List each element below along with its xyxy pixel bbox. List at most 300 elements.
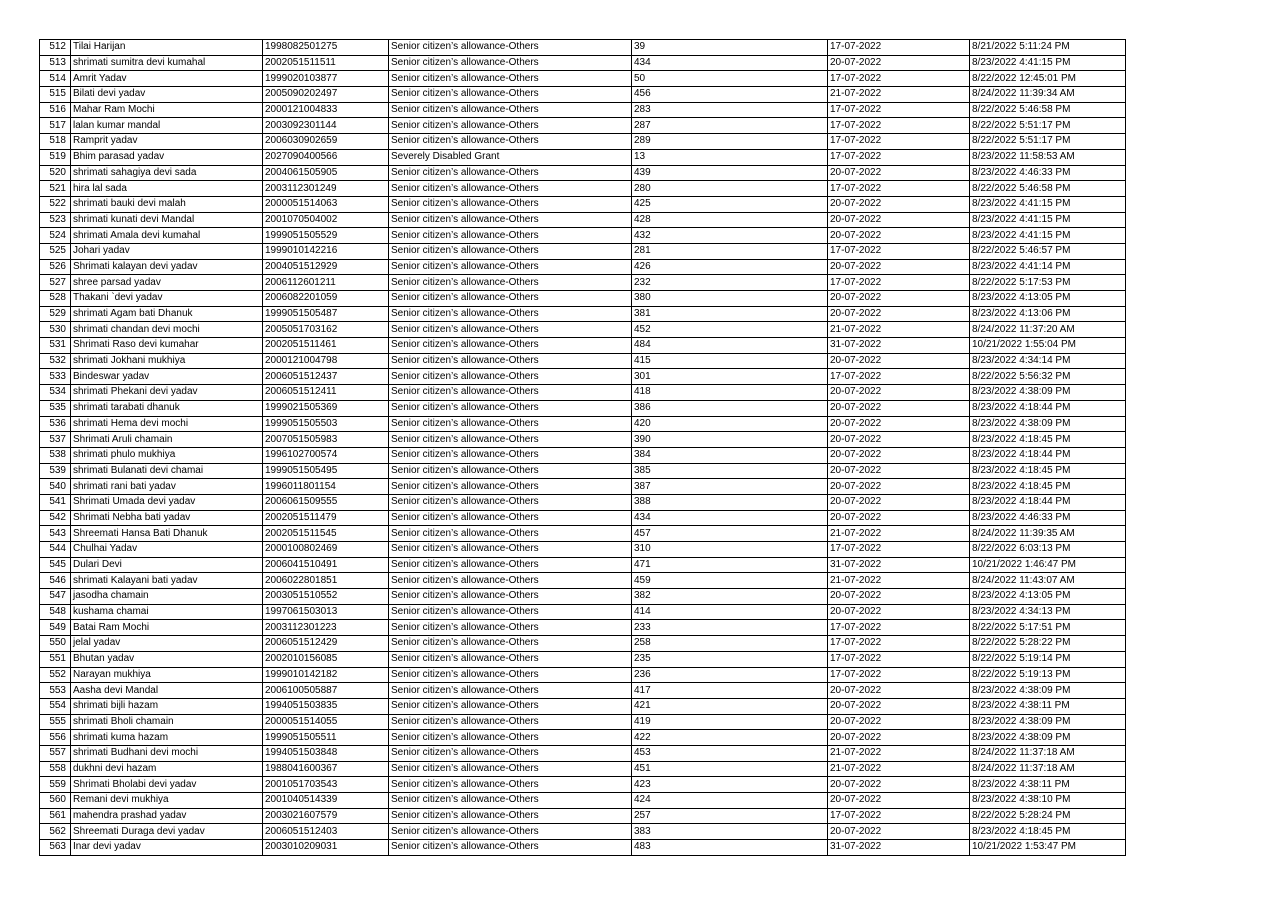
date-cell: 21-07-2022 — [828, 322, 970, 338]
allowance-type-cell: Senior citizen’s allowance-Others — [389, 55, 632, 71]
table-row — [40, 369, 1126, 385]
date-cell: 20-07-2022 — [828, 196, 970, 212]
allowance-type-cell: Senior citizen’s allowance-Others — [389, 369, 632, 385]
table-row — [40, 55, 1126, 71]
date-cell: 17-07-2022 — [828, 369, 970, 385]
name-cell: shrimati chandan devi mochi — [71, 322, 263, 338]
table-row — [40, 463, 1126, 479]
id-number-cell: 1996102700574 — [263, 447, 389, 463]
name-cell: Batai Ram Mochi — [71, 620, 263, 636]
table-row — [40, 71, 1126, 87]
timestamp-cell: 8/23/2022 4:18:45 PM — [970, 479, 1126, 495]
code-cell: 387 — [632, 479, 828, 495]
table-row — [40, 447, 1126, 463]
code-cell: 382 — [632, 589, 828, 605]
id-number-cell: 2000100802469 — [263, 542, 389, 558]
date-cell: 20-07-2022 — [828, 291, 970, 307]
code-cell: 287 — [632, 118, 828, 134]
allowance-type-cell: Senior citizen’s allowance-Others — [389, 667, 632, 683]
allowance-type-cell: Senior citizen’s allowance-Others — [389, 589, 632, 605]
date-cell: 20-07-2022 — [828, 447, 970, 463]
allowance-type-cell: Severely Disabled Grant — [389, 149, 632, 165]
timestamp-cell: 8/21/2022 5:11:24 PM — [970, 40, 1126, 56]
date-cell: 20-07-2022 — [828, 212, 970, 228]
id-number-cell: 2002010156085 — [263, 651, 389, 667]
timestamp-cell: 8/22/2022 5:51:17 PM — [970, 134, 1126, 150]
serial-number-cell: 539 — [40, 463, 71, 479]
allowance-type-cell: Senior citizen’s allowance-Others — [389, 212, 632, 228]
allowance-type-cell: Senior citizen’s allowance-Others — [389, 683, 632, 699]
code-cell: 421 — [632, 698, 828, 714]
timestamp-cell: 8/23/2022 4:13:06 PM — [970, 306, 1126, 322]
date-cell: 17-07-2022 — [828, 149, 970, 165]
date-cell: 20-07-2022 — [828, 777, 970, 793]
date-cell: 17-07-2022 — [828, 275, 970, 291]
serial-number-cell: 549 — [40, 620, 71, 636]
serial-number-cell: 560 — [40, 793, 71, 809]
id-number-cell: 1999010142182 — [263, 667, 389, 683]
timestamp-cell: 8/24/2022 11:37:20 AM — [970, 322, 1126, 338]
name-cell: kushama chamai — [71, 604, 263, 620]
allowance-type-cell: Senior citizen’s allowance-Others — [389, 338, 632, 354]
allowance-type-cell: Senior citizen’s allowance-Others — [389, 40, 632, 56]
allowance-type-cell: Senior citizen’s allowance-Others — [389, 447, 632, 463]
date-cell: 20-07-2022 — [828, 824, 970, 840]
code-cell: 414 — [632, 604, 828, 620]
serial-number-cell: 541 — [40, 494, 71, 510]
timestamp-cell: 8/23/2022 4:38:09 PM — [970, 683, 1126, 699]
code-cell: 310 — [632, 542, 828, 558]
timestamp-cell: 8/22/2022 5:46:57 PM — [970, 243, 1126, 259]
table-row — [40, 212, 1126, 228]
allowance-type-cell: Senior citizen’s allowance-Others — [389, 761, 632, 777]
timestamp-cell: 8/23/2022 4:13:05 PM — [970, 291, 1126, 307]
table-row — [40, 620, 1126, 636]
serial-number-cell: 545 — [40, 557, 71, 573]
date-cell: 21-07-2022 — [828, 761, 970, 777]
date-cell: 17-07-2022 — [828, 181, 970, 197]
allowance-type-cell: Senior citizen’s allowance-Others — [389, 651, 632, 667]
code-cell: 456 — [632, 87, 828, 103]
date-cell: 31-07-2022 — [828, 557, 970, 573]
serial-number-cell: 552 — [40, 667, 71, 683]
serial-number-cell: 553 — [40, 683, 71, 699]
table-row — [40, 243, 1126, 259]
table-row — [40, 353, 1126, 369]
code-cell: 257 — [632, 808, 828, 824]
allowance-type-cell: Senior citizen’s allowance-Others — [389, 87, 632, 103]
date-cell: 20-07-2022 — [828, 463, 970, 479]
serial-number-cell: 551 — [40, 651, 71, 667]
serial-number-cell: 534 — [40, 385, 71, 401]
code-cell: 289 — [632, 134, 828, 150]
timestamp-cell: 8/23/2022 4:18:44 PM — [970, 400, 1126, 416]
code-cell: 420 — [632, 416, 828, 432]
allowance-type-cell: Senior citizen’s allowance-Others — [389, 510, 632, 526]
table-row — [40, 683, 1126, 699]
id-number-cell: 1997061503013 — [263, 604, 389, 620]
allowance-type-cell: Senior citizen’s allowance-Others — [389, 573, 632, 589]
id-number-cell: 2000121004798 — [263, 353, 389, 369]
timestamp-cell: 8/23/2022 11:58:53 AM — [970, 149, 1126, 165]
serial-number-cell: 513 — [40, 55, 71, 71]
date-cell: 17-07-2022 — [828, 71, 970, 87]
name-cell: Shrimati Bholabi devi yadav — [71, 777, 263, 793]
timestamp-cell: 8/23/2022 4:34:14 PM — [970, 353, 1126, 369]
serial-number-cell: 555 — [40, 714, 71, 730]
table-row — [40, 259, 1126, 275]
date-cell: 20-07-2022 — [828, 432, 970, 448]
code-cell: 424 — [632, 793, 828, 809]
code-cell: 385 — [632, 463, 828, 479]
name-cell: Shrimati Raso devi kumahar — [71, 338, 263, 354]
id-number-cell: 2005090202497 — [263, 87, 389, 103]
allowance-type-cell: Senior citizen’s allowance-Others — [389, 808, 632, 824]
allowance-type-cell: Senior citizen’s allowance-Others — [389, 730, 632, 746]
allowance-type-cell: Senior citizen’s allowance-Others — [389, 620, 632, 636]
timestamp-cell: 8/23/2022 4:18:45 PM — [970, 463, 1126, 479]
name-cell: mahendra prashad yadav — [71, 808, 263, 824]
serial-number-cell: 558 — [40, 761, 71, 777]
id-number-cell: 2007051505983 — [263, 432, 389, 448]
code-cell: 434 — [632, 55, 828, 71]
id-number-cell: 1988041600367 — [263, 761, 389, 777]
name-cell: shrimati bijli hazam — [71, 698, 263, 714]
timestamp-cell: 8/22/2022 5:28:24 PM — [970, 808, 1126, 824]
name-cell: jelal yadav — [71, 636, 263, 652]
timestamp-cell: 8/23/2022 4:38:11 PM — [970, 698, 1126, 714]
allowance-type-cell: Senior citizen’s allowance-Others — [389, 385, 632, 401]
name-cell: hira lal sada — [71, 181, 263, 197]
table-row — [40, 87, 1126, 103]
date-cell: 20-07-2022 — [828, 510, 970, 526]
date-cell: 31-07-2022 — [828, 338, 970, 354]
timestamp-cell: 8/23/2022 4:41:15 PM — [970, 228, 1126, 244]
date-cell: 17-07-2022 — [828, 40, 970, 56]
timestamp-cell: 8/23/2022 4:46:33 PM — [970, 165, 1126, 181]
date-cell: 20-07-2022 — [828, 353, 970, 369]
code-cell: 381 — [632, 306, 828, 322]
serial-number-cell: 520 — [40, 165, 71, 181]
allowance-type-cell: Senior citizen’s allowance-Others — [389, 196, 632, 212]
name-cell: shrimati Bulanati devi chamai — [71, 463, 263, 479]
code-cell: 233 — [632, 620, 828, 636]
date-cell: 20-07-2022 — [828, 793, 970, 809]
table-row — [40, 604, 1126, 620]
serial-number-cell: 526 — [40, 259, 71, 275]
allowance-type-cell: Senior citizen’s allowance-Others — [389, 134, 632, 150]
table-row — [40, 432, 1126, 448]
serial-number-cell: 518 — [40, 134, 71, 150]
name-cell: Bilati devi yadav — [71, 87, 263, 103]
serial-number-cell: 515 — [40, 87, 71, 103]
id-number-cell: 2003021607579 — [263, 808, 389, 824]
code-cell: 39 — [632, 40, 828, 56]
code-cell: 419 — [632, 714, 828, 730]
id-number-cell: 1999021505369 — [263, 400, 389, 416]
name-cell: shrimati Budhani devi mochi — [71, 745, 263, 761]
table-row — [40, 149, 1126, 165]
date-cell: 20-07-2022 — [828, 306, 970, 322]
table-row — [40, 181, 1126, 197]
id-number-cell: 2002051511479 — [263, 510, 389, 526]
serial-number-cell: 523 — [40, 212, 71, 228]
allowance-type-cell: Senior citizen’s allowance-Others — [389, 353, 632, 369]
date-cell: 20-07-2022 — [828, 400, 970, 416]
id-number-cell: 2000051514063 — [263, 196, 389, 212]
name-cell: Shreemati Hansa Bati Dhanuk — [71, 526, 263, 542]
allowance-type-cell: Senior citizen’s allowance-Others — [389, 118, 632, 134]
serial-number-cell: 531 — [40, 338, 71, 354]
timestamp-cell: 8/22/2022 5:51:17 PM — [970, 118, 1126, 134]
timestamp-cell: 10/21/2022 1:55:04 PM — [970, 338, 1126, 354]
allowance-type-cell: Senior citizen’s allowance-Others — [389, 526, 632, 542]
code-cell: 388 — [632, 494, 828, 510]
date-cell: 17-07-2022 — [828, 102, 970, 118]
serial-number-cell: 550 — [40, 636, 71, 652]
date-cell: 17-07-2022 — [828, 651, 970, 667]
id-number-cell: 2006082201059 — [263, 291, 389, 307]
id-number-cell: 2006112601211 — [263, 275, 389, 291]
serial-number-cell: 554 — [40, 698, 71, 714]
table-row — [40, 730, 1126, 746]
code-cell: 235 — [632, 651, 828, 667]
date-cell: 17-07-2022 — [828, 542, 970, 558]
serial-number-cell: 529 — [40, 306, 71, 322]
table-row — [40, 400, 1126, 416]
name-cell: shrimati Amala devi kumahal — [71, 228, 263, 244]
id-number-cell: 2003051510552 — [263, 589, 389, 605]
name-cell: shrimati phulo mukhiya — [71, 447, 263, 463]
name-cell: lalan kumar mandal — [71, 118, 263, 134]
serial-number-cell: 543 — [40, 526, 71, 542]
table-row — [40, 745, 1126, 761]
timestamp-cell: 8/23/2022 4:38:09 PM — [970, 714, 1126, 730]
name-cell: shrimati bauki devi malah — [71, 196, 263, 212]
serial-number-cell: 540 — [40, 479, 71, 495]
timestamp-cell: 8/22/2022 5:17:53 PM — [970, 275, 1126, 291]
name-cell: shrimati tarabati dhanuk — [71, 400, 263, 416]
allowance-type-cell: Senior citizen’s allowance-Others — [389, 275, 632, 291]
name-cell: Ramprit yadav — [71, 134, 263, 150]
date-cell: 20-07-2022 — [828, 714, 970, 730]
allowance-type-cell: Senior citizen’s allowance-Others — [389, 824, 632, 840]
date-cell: 17-07-2022 — [828, 808, 970, 824]
id-number-cell: 2006061509555 — [263, 494, 389, 510]
date-cell: 20-07-2022 — [828, 683, 970, 699]
id-number-cell: 2002051511545 — [263, 526, 389, 542]
serial-number-cell: 533 — [40, 369, 71, 385]
code-cell: 383 — [632, 824, 828, 840]
timestamp-cell: 10/21/2022 1:46:47 PM — [970, 557, 1126, 573]
timestamp-cell: 8/23/2022 4:41:15 PM — [970, 55, 1126, 71]
timestamp-cell: 8/22/2022 5:46:58 PM — [970, 102, 1126, 118]
code-cell: 418 — [632, 385, 828, 401]
date-cell: 20-07-2022 — [828, 479, 970, 495]
date-cell: 20-07-2022 — [828, 416, 970, 432]
table-row — [40, 840, 1126, 856]
allowance-type-cell: Senior citizen’s allowance-Others — [389, 306, 632, 322]
timestamp-cell: 8/22/2022 12:45:01 PM — [970, 71, 1126, 87]
timestamp-cell: 8/23/2022 4:41:15 PM — [970, 212, 1126, 228]
date-cell: 17-07-2022 — [828, 134, 970, 150]
table-row — [40, 165, 1126, 181]
serial-number-cell: 530 — [40, 322, 71, 338]
date-cell: 20-07-2022 — [828, 589, 970, 605]
code-cell: 453 — [632, 745, 828, 761]
date-cell: 21-07-2022 — [828, 573, 970, 589]
id-number-cell: 2002051511461 — [263, 338, 389, 354]
code-cell: 13 — [632, 149, 828, 165]
name-cell: shrimati Bholi chamain — [71, 714, 263, 730]
name-cell: Shrimati Aruli chamain — [71, 432, 263, 448]
date-cell: 21-07-2022 — [828, 87, 970, 103]
name-cell: jasodha chamain — [71, 589, 263, 605]
date-cell: 20-07-2022 — [828, 604, 970, 620]
table-row — [40, 479, 1126, 495]
serial-number-cell: 532 — [40, 353, 71, 369]
timestamp-cell: 8/23/2022 4:38:09 PM — [970, 385, 1126, 401]
timestamp-cell: 8/22/2022 5:56:32 PM — [970, 369, 1126, 385]
table-row — [40, 557, 1126, 573]
date-cell: 20-07-2022 — [828, 259, 970, 275]
date-cell: 20-07-2022 — [828, 55, 970, 71]
id-number-cell: 2006051512403 — [263, 824, 389, 840]
serial-number-cell: 556 — [40, 730, 71, 746]
name-cell: Mahar Ram Mochi — [71, 102, 263, 118]
name-cell: Amrit Yadav — [71, 71, 263, 87]
id-number-cell: 2000121004833 — [263, 102, 389, 118]
serial-number-cell: 547 — [40, 589, 71, 605]
timestamp-cell: 8/24/2022 11:39:35 AM — [970, 526, 1126, 542]
id-number-cell: 1999051505529 — [263, 228, 389, 244]
id-number-cell: 2003092301144 — [263, 118, 389, 134]
name-cell: Tilai Harijan — [71, 40, 263, 56]
name-cell: Shrimati kalayan devi yadav — [71, 259, 263, 275]
serial-number-cell: 522 — [40, 196, 71, 212]
name-cell: Inar devi yadav — [71, 840, 263, 856]
timestamp-cell: 8/23/2022 4:41:14 PM — [970, 259, 1126, 275]
timestamp-cell: 8/23/2022 4:18:45 PM — [970, 824, 1126, 840]
allowance-type-cell: Senior citizen’s allowance-Others — [389, 291, 632, 307]
id-number-cell: 2001040514339 — [263, 793, 389, 809]
date-cell: 20-07-2022 — [828, 730, 970, 746]
allowance-type-cell: Senior citizen’s allowance-Others — [389, 71, 632, 87]
name-cell: Shrimati Umada devi yadav — [71, 494, 263, 510]
timestamp-cell: 8/24/2022 11:39:34 AM — [970, 87, 1126, 103]
name-cell: shrimati Phekani devi yadav — [71, 385, 263, 401]
table-row — [40, 40, 1126, 56]
name-cell: shree parsad yadav — [71, 275, 263, 291]
code-cell: 280 — [632, 181, 828, 197]
name-cell: Thakani `devi yadav — [71, 291, 263, 307]
name-cell: shrimati kunati devi Mandal — [71, 212, 263, 228]
serial-number-cell: 561 — [40, 808, 71, 824]
table-row — [40, 636, 1126, 652]
name-cell: shrimati Jokhani mukhiya — [71, 353, 263, 369]
date-cell: 20-07-2022 — [828, 165, 970, 181]
serial-number-cell: 542 — [40, 510, 71, 526]
id-number-cell: 2004051512929 — [263, 259, 389, 275]
id-number-cell: 2001051703543 — [263, 777, 389, 793]
name-cell: Dulari Devi — [71, 557, 263, 573]
code-cell: 425 — [632, 196, 828, 212]
name-cell: Johari yadav — [71, 243, 263, 259]
date-cell: 17-07-2022 — [828, 118, 970, 134]
timestamp-cell: 8/24/2022 11:37:18 AM — [970, 745, 1126, 761]
id-number-cell: 2006100505887 — [263, 683, 389, 699]
allowance-type-cell: Senior citizen’s allowance-Others — [389, 479, 632, 495]
id-number-cell: 2006051512437 — [263, 369, 389, 385]
id-number-cell: 1999051505487 — [263, 306, 389, 322]
serial-number-cell: 537 — [40, 432, 71, 448]
id-number-cell: 1999020103877 — [263, 71, 389, 87]
timestamp-cell: 8/22/2022 5:46:58 PM — [970, 181, 1126, 197]
allowance-type-cell: Senior citizen’s allowance-Others — [389, 542, 632, 558]
table-row — [40, 118, 1126, 134]
serial-number-cell: 538 — [40, 447, 71, 463]
allowance-records-table — [39, 39, 1126, 856]
allowance-type-cell: Senior citizen’s allowance-Others — [389, 228, 632, 244]
timestamp-cell: 8/23/2022 4:38:09 PM — [970, 416, 1126, 432]
table-row — [40, 777, 1126, 793]
allowance-type-cell: Senior citizen’s allowance-Others — [389, 557, 632, 573]
code-cell: 471 — [632, 557, 828, 573]
serial-number-cell: 519 — [40, 149, 71, 165]
serial-number-cell: 527 — [40, 275, 71, 291]
table-row — [40, 196, 1126, 212]
date-cell: 17-07-2022 — [828, 620, 970, 636]
id-number-cell: 1994051503848 — [263, 745, 389, 761]
id-number-cell: 2006041510491 — [263, 557, 389, 573]
serial-number-cell: 563 — [40, 840, 71, 856]
table-row — [40, 761, 1126, 777]
table-body — [40, 40, 1126, 856]
code-cell: 283 — [632, 102, 828, 118]
allowance-type-cell: Senior citizen’s allowance-Others — [389, 698, 632, 714]
id-number-cell: 2006051512411 — [263, 385, 389, 401]
serial-number-cell: 525 — [40, 243, 71, 259]
code-cell: 451 — [632, 761, 828, 777]
serial-number-cell: 512 — [40, 40, 71, 56]
name-cell: shrimati Hema devi mochi — [71, 416, 263, 432]
name-cell: shrimati kuma hazam — [71, 730, 263, 746]
table-row — [40, 102, 1126, 118]
id-number-cell: 2006022801851 — [263, 573, 389, 589]
timestamp-cell: 8/22/2022 5:19:13 PM — [970, 667, 1126, 683]
serial-number-cell: 559 — [40, 777, 71, 793]
id-number-cell: 1999051505503 — [263, 416, 389, 432]
code-cell: 426 — [632, 259, 828, 275]
timestamp-cell: 8/24/2022 11:37:18 AM — [970, 761, 1126, 777]
timestamp-cell: 8/23/2022 4:18:45 PM — [970, 432, 1126, 448]
serial-number-cell: 514 — [40, 71, 71, 87]
code-cell: 434 — [632, 510, 828, 526]
timestamp-cell: 8/22/2022 5:19:14 PM — [970, 651, 1126, 667]
serial-number-cell: 535 — [40, 400, 71, 416]
id-number-cell: 2003010209031 — [263, 840, 389, 856]
table-row — [40, 275, 1126, 291]
date-cell: 20-07-2022 — [828, 494, 970, 510]
table-row — [40, 667, 1126, 683]
date-cell: 17-07-2022 — [828, 636, 970, 652]
code-cell: 415 — [632, 353, 828, 369]
timestamp-cell: 8/23/2022 4:38:09 PM — [970, 730, 1126, 746]
allowance-type-cell: Senior citizen’s allowance-Others — [389, 636, 632, 652]
name-cell: Bhutan yadav — [71, 651, 263, 667]
name-cell: Shrimati Nebha bati yadav — [71, 510, 263, 526]
timestamp-cell: 8/23/2022 4:18:44 PM — [970, 447, 1126, 463]
